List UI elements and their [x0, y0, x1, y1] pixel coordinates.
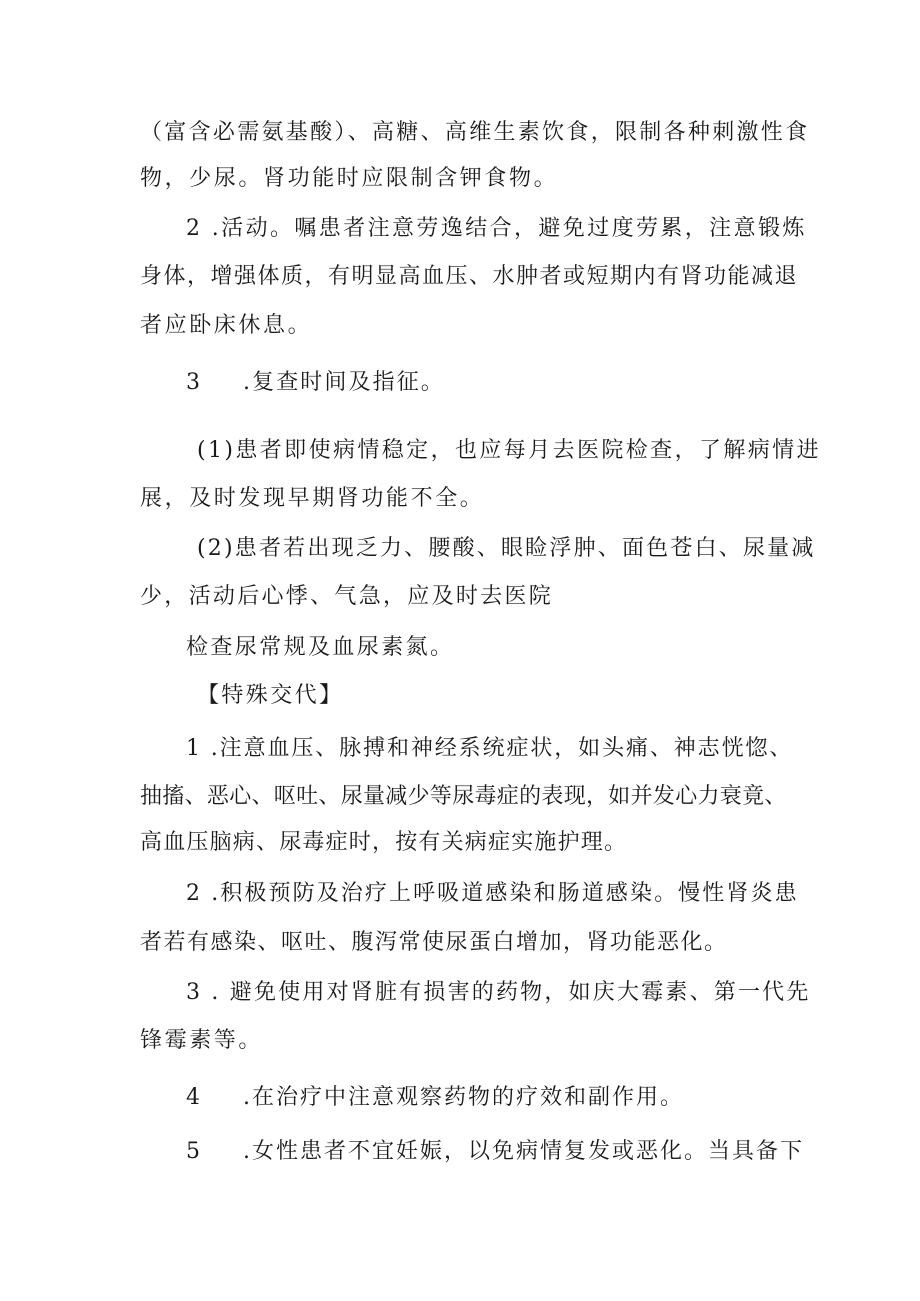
text-line-3: 2 .活动。嘱患者注意劳逸结合，避免过度劳累，注意锻炼: [186, 216, 807, 241]
text-line-20: [186, 1137, 836, 1167]
text-line-17: 3 . 避免使用对肾脏有损害的药物，如庆大霉素、第一代先: [186, 980, 811, 1005]
text-line-19: [186, 1083, 836, 1113]
text-line-11: 检查尿常规及血尿素氮。: [186, 635, 455, 660]
text-line-16: 者若有感染、呕吐、腹泻常使尿蛋白增加，肾功能恶化。: [140, 930, 728, 955]
list-number: 4: [186, 1085, 202, 1110]
text-line-10: 少，活动后心悸、气急，应及时去医院: [140, 584, 554, 609]
text-line-13: 抽搐、恶心、呕吐、尿量减少等尿毒症的表现，如并发心力衰竟、: [140, 784, 787, 809]
text-line-14: 高血压脑病、尿毒症时，按有关病症实施护理。: [140, 830, 628, 855]
text-line-7: (1)患者即使病情稳定，也应每月去医院检查，了解病情进: [197, 438, 821, 463]
list-number: 3: [186, 370, 203, 395]
text-line-12: 1 .注意血压、脉搏和神经系统症状，如头痛、神志恍惚、: [186, 736, 794, 761]
text-line-18: 锋霉素等。: [140, 1028, 264, 1053]
text-line-15: 2 .积极预防及治疗上呼吸道感染和肠道感染。慢性肾炎患: [186, 881, 799, 906]
list-text: .在治疗中注意观察药物的疗效和副作用。: [243, 1085, 684, 1110]
section-heading: 【特殊交代】: [197, 683, 344, 708]
text-line-6: [186, 368, 836, 398]
list-text: .复查时间及指征。: [243, 370, 445, 395]
text-line-2: 物，少尿。肾功能时应限制含钾食物。: [140, 166, 559, 191]
text-line-4: 身体，增强体质，有明显高血压、水肿者或短期内有肾功能减退: [140, 264, 799, 289]
list-text: .女性患者不宜妊娠，以免病情复发或恶化。当具备下: [243, 1139, 804, 1164]
list-number: 5: [186, 1139, 202, 1164]
text-line-1: （富含必需氨基酸）、高糖、高维生素饮食，限制各种刺激性食: [140, 120, 810, 145]
text-line-8: 展，及时发现早期肾功能不全。: [140, 486, 485, 511]
text-line-9: (2)患者若出现乏力、腰酸、眼睑浮肿、面色苍白、尿量减: [197, 536, 816, 561]
text-line-5: 者应卧床休息。: [140, 313, 313, 338]
